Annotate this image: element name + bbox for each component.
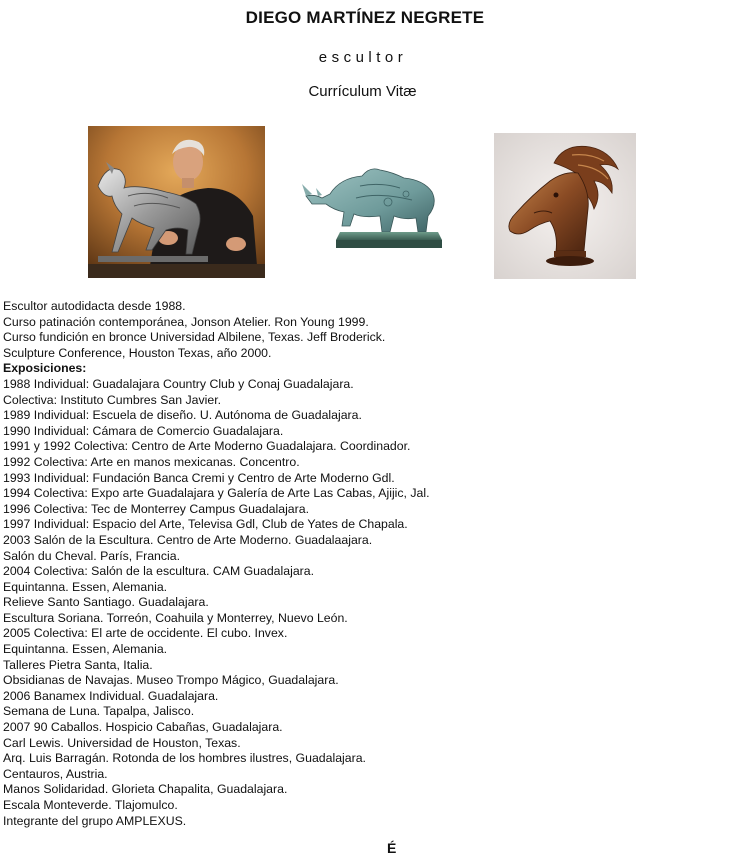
exhibition-item: 2007 90 Caballos. Hospicio Cabañas, Guadalajara.: [3, 720, 283, 735]
exhibition-item: Centauros, Austria.: [3, 766, 108, 781]
exhibition-item: Equintanna. Essen, Alemania.: [3, 579, 168, 594]
cut-off-heading-fragment: É: [387, 840, 397, 856]
exhibition-item: Escultura Soriana. Torreón, Coahuila y Monterrey, Nuevo León.: [3, 610, 348, 625]
artist-name-title: DIEGO MARTÍNEZ NEGRETE: [245, 8, 485, 27]
exhibition-item: Integrante del grupo AMPLEXUS.: [3, 813, 187, 828]
intro-line: Sculpture Conference, Houston Texas, año 2000.: [3, 345, 272, 360]
exhibition-item: Talleres Pietra Santa, Italia.: [3, 657, 153, 672]
exhibition-item: 1994 Colectiva: Expo arte Guadalajara y Galería de Arte Las Cabas, Ajijic, Jal.: [3, 486, 430, 501]
exhibitions-heading: Exposiciones:: [3, 361, 87, 376]
exhibition-item: 2005 Colectiva: El arte de occidente. El cubo. Invex.: [3, 626, 288, 641]
exhibition-item: Semana de Luna. Tapalpa, Jalisco.: [3, 704, 195, 719]
exhibition-item: Carl Lewis. Universidad de Houston, Texas.: [3, 735, 241, 750]
exhibition-item: Arq. Luis Barragán. Rotonda de los hombres ilustres, Guadalajara.: [3, 751, 366, 766]
exhibition-item: 1988 Individual: Guadalajara Country Club y Conaj Guadalajara.: [3, 376, 354, 391]
intro-line: Curso patinación contemporánea, Jonson Atelier. Ron Young 1999.: [3, 314, 369, 329]
exhibition-item: 1992 Colectiva: Arte en manos mexicanas. Concentro.: [3, 454, 300, 469]
rhinoceros-sculpture-photo: [300, 158, 454, 258]
exhibition-item: 1989 Individual: Escuela de diseño. U. Autónoma de Guadalajara.: [3, 408, 362, 423]
profession-subtitle: escultor: [318, 49, 408, 66]
exhibition-item: 1997 Individual: Espacio del Arte, Televisa Gdl, Club de Yates de Chapala.: [3, 517, 408, 532]
exhibition-item: 2004 Colectiva: Salón de la escultura. CAM Guadalajara.: [3, 564, 315, 579]
artist-with-horse-sculpture-photo: [88, 126, 265, 278]
exhibition-item: Colectiva: Instituto Cumbres San Javier.: [3, 392, 222, 407]
exhibition-item: 1990 Individual: Cámara de Comercio Guadalajara.: [3, 423, 284, 438]
exhibition-item: 2006 Banamex Individual. Guadalajara.: [3, 688, 219, 703]
exhibition-item: 1996 Colectiva: Tec de Monterrey Campus Guadalajara.: [3, 501, 309, 516]
intro-line: Escultor autodidacta desde 1988.: [3, 299, 186, 313]
wooden-horse-head-sculpture-photo: [494, 133, 636, 279]
intro-line: Curso fundición en bronce Universidad Albilene, Texas. Jeff Broderick.: [3, 330, 386, 345]
exhibition-item: 1993 Individual: Fundación Banca Cremi y Centro de Arte Moderno Gdl.: [3, 470, 395, 485]
curriculum-body: [3, 299, 643, 829]
document-title: Currículum Vitæ: [308, 83, 417, 100]
exhibition-item: Equintanna. Essen, Alemania.: [3, 642, 168, 657]
exhibition-item: 2003 Salón de la Escultura. Centro de Arte Moderno. Guadalaajara.: [3, 532, 373, 547]
exhibition-item: Manos Solidaridad. Glorieta Chapalita, Guadalajara.: [3, 782, 288, 797]
exhibition-item: 1991 y 1992 Colectiva: Centro de Arte Moderno Guadalajara. Coordinador.: [3, 439, 411, 454]
exhibition-item: Obsidianas de Navajas. Museo Trompo Mágico, Guadalajara.: [3, 673, 339, 688]
exhibition-item: Escala Monteverde. Tlajomulco.: [3, 798, 178, 812]
exhibition-item: Salón du Cheval. París, Francia.: [3, 548, 181, 563]
exhibition-item: Relieve Santo Santiago. Guadalajara.: [3, 595, 209, 610]
